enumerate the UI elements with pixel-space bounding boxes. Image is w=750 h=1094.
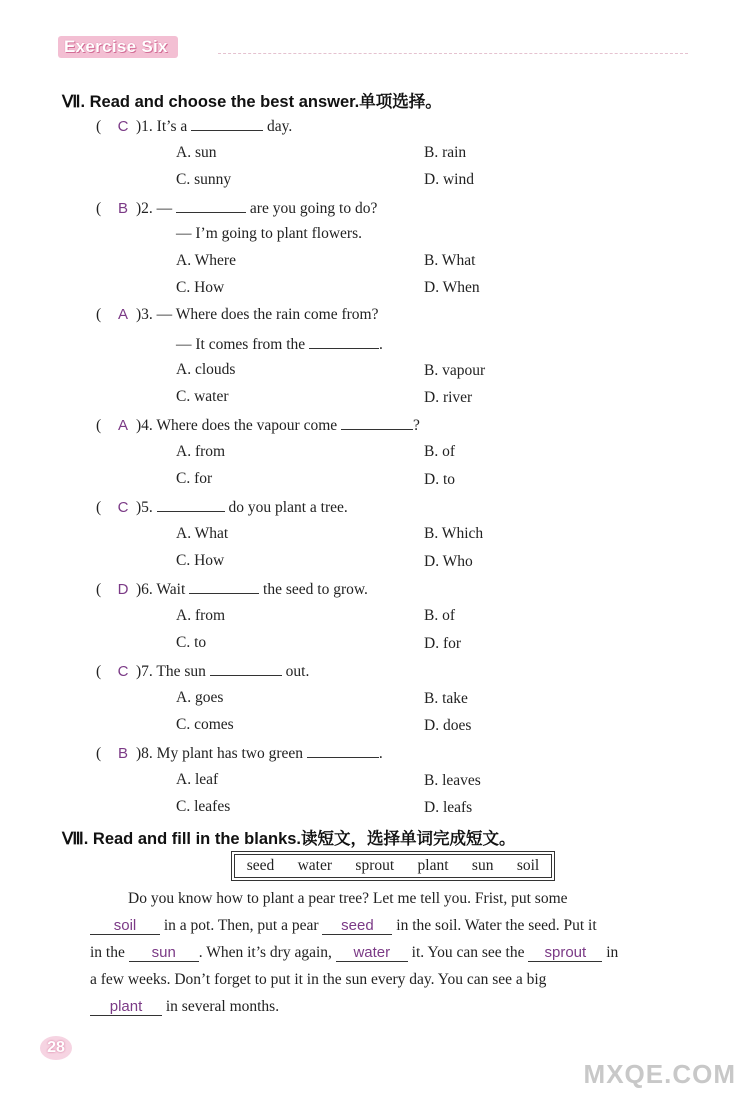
option: D. does bbox=[424, 717, 472, 734]
passage-line-3: in the sun . When it’s dry again, water it. You can see the sprout in bbox=[90, 944, 619, 961]
passage-line-1: Do you know how to plant a pear tree? Let me tell you. Frist, put some bbox=[128, 890, 568, 907]
answer-6: D bbox=[117, 581, 129, 598]
answer-5: C bbox=[117, 499, 129, 516]
option: D. to bbox=[424, 471, 455, 488]
option: A. clouds bbox=[176, 361, 236, 378]
question-2: ( B )2. — are you going to do? bbox=[96, 200, 378, 217]
answer-8: B bbox=[117, 745, 128, 762]
watermark: MXQE.COM bbox=[583, 1059, 736, 1089]
option: B. rain bbox=[424, 144, 467, 161]
word-bank-item: plant bbox=[417, 857, 449, 874]
word-bank-item: soil bbox=[516, 857, 540, 874]
question-1: ( C )1. It’s a day. bbox=[96, 118, 293, 135]
question-3: ( A )3. — Where does the rain come from? bbox=[96, 306, 379, 323]
option: A. Where bbox=[176, 252, 236, 269]
section-8-title: Ⅷ. Read and fill in the blanks.读短文，选择单词完成短文。 bbox=[62, 830, 516, 848]
option: B. What bbox=[424, 252, 476, 269]
option: A. from bbox=[176, 607, 226, 624]
option: D. When bbox=[424, 279, 480, 296]
option: B. vapour bbox=[424, 362, 486, 379]
option: B. Which bbox=[424, 525, 484, 542]
word-bank-item: seed bbox=[246, 857, 275, 874]
option: A. What bbox=[176, 525, 229, 542]
word-bank bbox=[234, 854, 552, 878]
option: C. water bbox=[176, 388, 229, 405]
word-bank-item: sprout bbox=[355, 857, 395, 874]
fill-answer: sun bbox=[129, 944, 199, 962]
fill-answer: water bbox=[336, 944, 408, 962]
option: D. Who bbox=[424, 553, 473, 570]
fill-answer: sprout bbox=[528, 944, 602, 962]
option: D. for bbox=[424, 635, 462, 652]
option: B. of bbox=[424, 443, 455, 460]
question-2-reply: — I’m going to plant flowers. bbox=[176, 225, 362, 242]
exercise-banner bbox=[58, 32, 218, 62]
fill-answer: soil bbox=[90, 917, 160, 935]
option: A. leaf bbox=[176, 771, 219, 788]
answer-4: A bbox=[117, 417, 128, 434]
passage-line-2: soil in a pot. Then, put a pear seed in the soil. Water the seed. Put it bbox=[90, 917, 597, 935]
question-3-reply: — It comes from the . bbox=[176, 336, 383, 353]
question-5: ( C )5. do you plant a tree. bbox=[96, 499, 348, 516]
option: B. of bbox=[424, 607, 455, 624]
option: C. How bbox=[176, 279, 225, 296]
option: B. take bbox=[424, 690, 468, 707]
fill-answer: seed bbox=[322, 917, 392, 935]
option: D. wind bbox=[424, 171, 474, 188]
banner-title: Exercise Six bbox=[64, 37, 168, 56]
question-8: ( B )8. My plant has two green . bbox=[96, 745, 383, 762]
header-divider bbox=[218, 53, 688, 54]
option: C. sunny bbox=[176, 171, 232, 188]
option: C. for bbox=[176, 470, 213, 487]
option: D. river bbox=[424, 389, 473, 406]
option: C. to bbox=[176, 634, 207, 651]
page-number: 28 bbox=[40, 1036, 72, 1060]
option: C. comes bbox=[176, 716, 234, 733]
blank bbox=[191, 116, 263, 131]
option: D. leafs bbox=[424, 799, 473, 816]
answer-3: A bbox=[117, 306, 128, 323]
word-bank-item: water bbox=[297, 857, 333, 874]
question-6: ( D )6. Wait the seed to grow. bbox=[96, 581, 368, 598]
passage-line-4: a few weeks. Don’t forget to put it in the sun every day. You can see a big bbox=[90, 971, 547, 988]
fill-answer: plant bbox=[90, 998, 162, 1016]
answer-2: B bbox=[117, 200, 128, 217]
option: C. leafes bbox=[176, 798, 231, 815]
word-bank-item: sun bbox=[471, 857, 494, 874]
section-7-title: Ⅶ. Read and choose the best answer.单项选择。 bbox=[62, 93, 442, 111]
option: B. leaves bbox=[424, 772, 481, 789]
answer-1: C bbox=[117, 118, 129, 135]
option: A. goes bbox=[176, 689, 224, 706]
option: A. from bbox=[176, 443, 226, 460]
question-4: ( A )4. Where does the vapour come ? bbox=[96, 417, 420, 434]
option: A. sun bbox=[176, 144, 217, 161]
question-7: ( C )7. The sun out. bbox=[96, 663, 310, 680]
passage-line-5: plant in several months. bbox=[90, 998, 279, 1016]
option: C. How bbox=[176, 552, 225, 569]
answer-7: C bbox=[117, 663, 129, 680]
